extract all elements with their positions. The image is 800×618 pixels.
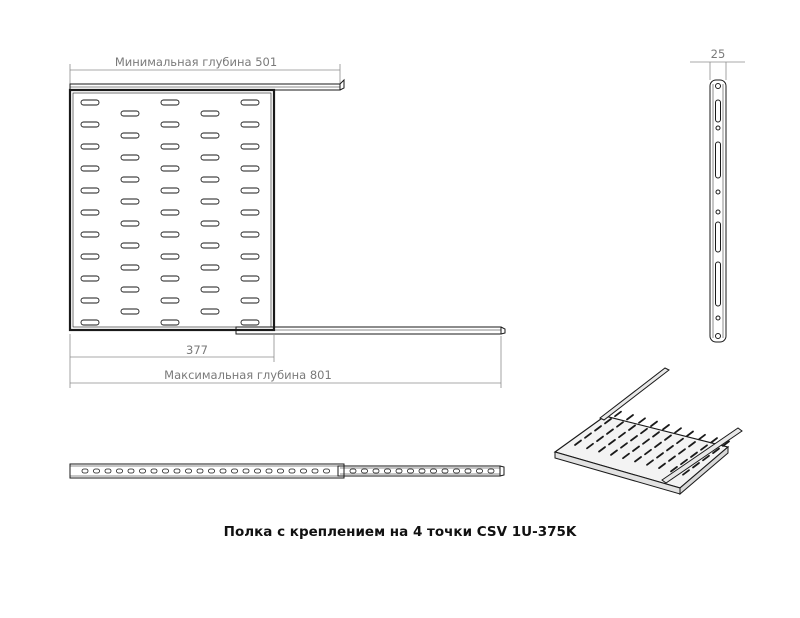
min-depth-label: Минимальная глубина 501 <box>114 55 278 69</box>
slot <box>81 232 99 237</box>
top-view <box>70 55 505 388</box>
slot <box>241 166 259 171</box>
hole <box>186 469 192 473</box>
iso-slot <box>687 432 693 437</box>
hole <box>140 469 146 473</box>
slot <box>161 298 179 303</box>
slot <box>161 166 179 171</box>
hole <box>477 469 483 473</box>
slot <box>201 111 219 116</box>
rail-width-dimension <box>690 62 745 80</box>
hole <box>465 469 471 473</box>
rail-holes <box>716 84 721 339</box>
hole <box>174 469 180 473</box>
iso-slot <box>663 425 669 430</box>
slot <box>241 320 259 325</box>
slot <box>161 210 179 215</box>
hole <box>716 210 720 214</box>
hole <box>301 469 307 473</box>
lower-rail <box>236 327 505 334</box>
slot <box>201 177 219 182</box>
slot <box>161 232 179 237</box>
hole <box>396 469 402 473</box>
slot <box>121 155 139 160</box>
hole <box>197 469 203 473</box>
slot <box>241 232 259 237</box>
upper-rail <box>70 80 344 90</box>
slot <box>81 100 99 105</box>
slot <box>81 188 99 193</box>
slot <box>81 122 99 127</box>
isometric-view <box>555 368 742 494</box>
hole <box>716 190 720 194</box>
slot <box>201 133 219 138</box>
hole <box>716 126 720 130</box>
slot <box>201 287 219 292</box>
slot <box>161 188 179 193</box>
iso-slot <box>675 428 681 433</box>
rail-front-view <box>70 464 504 478</box>
hole <box>716 316 720 320</box>
slot <box>716 100 721 122</box>
slot <box>81 166 99 171</box>
slot <box>121 265 139 270</box>
rail-width-label: 25 <box>710 47 726 61</box>
hole <box>232 469 238 473</box>
hole <box>105 469 111 473</box>
slot <box>241 122 259 127</box>
slot <box>161 320 179 325</box>
slot <box>121 243 139 248</box>
hole <box>266 469 272 473</box>
hole <box>442 469 448 473</box>
hole <box>431 469 437 473</box>
slot <box>81 144 99 149</box>
slot <box>241 298 259 303</box>
hole <box>94 469 100 473</box>
iso-slot <box>615 412 621 417</box>
hole <box>289 469 295 473</box>
slot <box>241 100 259 105</box>
shelf-width-dimension <box>70 334 274 362</box>
hole <box>163 469 169 473</box>
hole <box>716 84 721 89</box>
slot <box>201 265 219 270</box>
slot <box>241 144 259 149</box>
slot <box>121 111 139 116</box>
shelf-width-label: 377 <box>186 343 208 357</box>
hole <box>350 469 356 473</box>
hole <box>151 469 157 473</box>
iso-slot <box>711 438 717 443</box>
slot <box>81 298 99 303</box>
slot <box>121 177 139 182</box>
slot <box>81 320 99 325</box>
hole <box>255 469 261 473</box>
slot <box>241 210 259 215</box>
slot <box>161 276 179 281</box>
iso-slot <box>639 418 645 423</box>
hole <box>312 469 318 473</box>
hole <box>419 469 425 473</box>
hole <box>278 469 284 473</box>
slot <box>201 243 219 248</box>
slot <box>161 122 179 127</box>
slot <box>241 188 259 193</box>
slot <box>121 221 139 226</box>
iso-slot <box>651 422 657 427</box>
slot <box>121 133 139 138</box>
hole <box>220 469 226 473</box>
slot <box>201 199 219 204</box>
hole <box>362 469 368 473</box>
slot <box>161 144 179 149</box>
hole <box>117 469 123 473</box>
hole <box>716 334 721 339</box>
iso-slot <box>627 415 633 420</box>
slot <box>716 142 721 178</box>
slot <box>81 210 99 215</box>
hole <box>128 469 134 473</box>
slot <box>81 276 99 281</box>
hole <box>373 469 379 473</box>
hole <box>408 469 414 473</box>
slot <box>161 254 179 259</box>
slot <box>201 155 219 160</box>
hole <box>82 469 88 473</box>
slot <box>121 287 139 292</box>
drawing-caption: Полка с креплением на 4 точки CSV 1U-375K <box>223 524 577 540</box>
slot <box>121 199 139 204</box>
max-depth-label: Максимальная глубина 801 <box>164 368 332 382</box>
hole <box>209 469 215 473</box>
slot <box>241 276 259 281</box>
slot <box>161 100 179 105</box>
slot <box>81 254 99 259</box>
slot <box>716 222 721 252</box>
slot <box>121 309 139 314</box>
hole <box>243 469 249 473</box>
iso-slot <box>699 435 705 440</box>
hole <box>324 469 330 473</box>
slot <box>241 254 259 259</box>
hole <box>454 469 460 473</box>
hole <box>488 469 494 473</box>
slot <box>201 309 219 314</box>
slot <box>716 262 721 306</box>
ventilation-slots <box>81 100 259 325</box>
front-rail-holes <box>82 469 494 473</box>
hole <box>385 469 391 473</box>
rail-side-view <box>690 47 745 342</box>
slot <box>201 221 219 226</box>
